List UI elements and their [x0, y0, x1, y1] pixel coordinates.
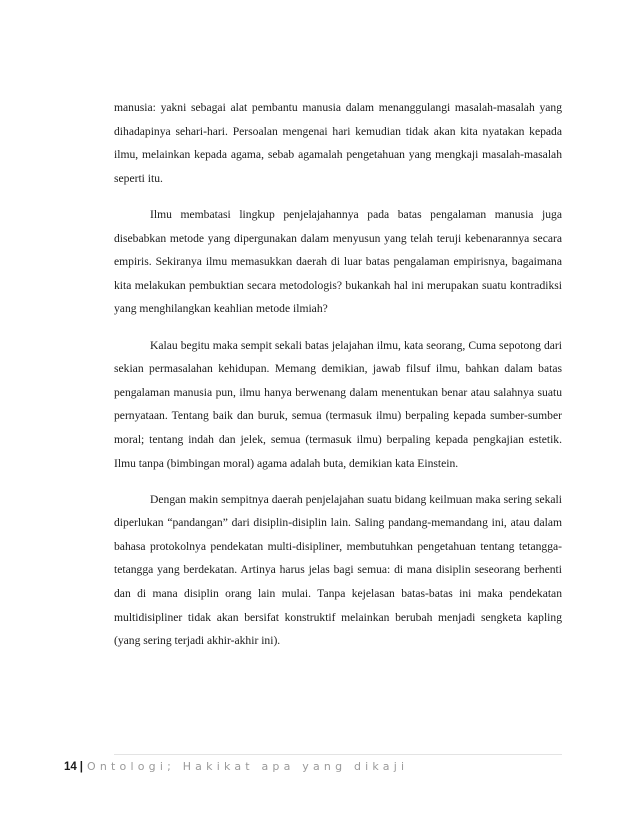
document-body	[114, 96, 562, 653]
page-number: 14	[64, 761, 77, 773]
paragraph-2: Ilmu membatasi lingkup penjelajahannya pada batas pengalaman manusia juga disebabkan metode yang dipergunakan dalam menyusun yang telah teruji kebenarannya secara empiris. Sekiranya ilmu memasukkan daerah di luar batas pengalaman empirisnya, bagaimana kita melakukan pembuktian secara metodologis? bukankah hal ini merupakan suatu kontradiksi yang menghilangkan keahlian metode ilmiah?	[114, 207, 562, 316]
paragraph-3: Kalau begitu maka sempit sekali batas jelajahan ilmu, kata seorang, Cuma sepotong dari sekian permasalahan kehidupan. Memang demikian, jawab filsuf ilmu, bahkan dalam batas pengalaman manusia pun, ilmu hanya berwenang dalam menentukan benar atau salahnya suatu pernyataan. Tentang baik dan buruk, semua (termasuk ilmu) berpaling kepada sumber-sumber moral; tentang indah dan jelek, semua (termasuk ilmu) berpaling kepada pengkajian estetik. Ilmu tanpa (bimbingan moral) agama adalah buta, demikian kata Einstein.	[114, 338, 562, 470]
paragraph-4: Dengan makin sempitnya daerah penjelajahan suatu bidang keilmuan maka sering sekali diperlukan “pandangan” dari disiplin-disiplin lain. Saling pandang-memandang ini, atau dalam bahasa protokolnya pendekatan multi-disipliner, membutuhkan pengetahuan tentang tetangga-tetangga yang berdekatan. Artinya harus jelas bagi semua: di mana disiplin seseorang berhenti dan di mana disiplin orang lain mulai. Tanpa kejelasan batas-batas ini maka pendekatan multidisipliner tidak akan bersifat konstruktif melainkan berubah menjadi sengketa kapling (yang sering terjadi akhir-akhir ini).	[114, 492, 562, 648]
paragraph-1: manusia: yakni sebagai alat pembantu manusia dalam menanggulangi masalah-masalah yang dihadapinya sehari-hari. Persoalan mengenai hari kemudian tidak akan kita nyatakan kepada ilmu, melainkan kepada agama, sebab agamalah pengetahuan yang mengkaji masalah-masalah seperti itu.	[114, 101, 562, 185]
page-footer	[64, 760, 408, 776]
running-title: Ontologi; Hakikat apa yang dikaji	[87, 760, 409, 773]
footer-separator: |	[79, 761, 84, 773]
footer-divider	[114, 754, 562, 755]
